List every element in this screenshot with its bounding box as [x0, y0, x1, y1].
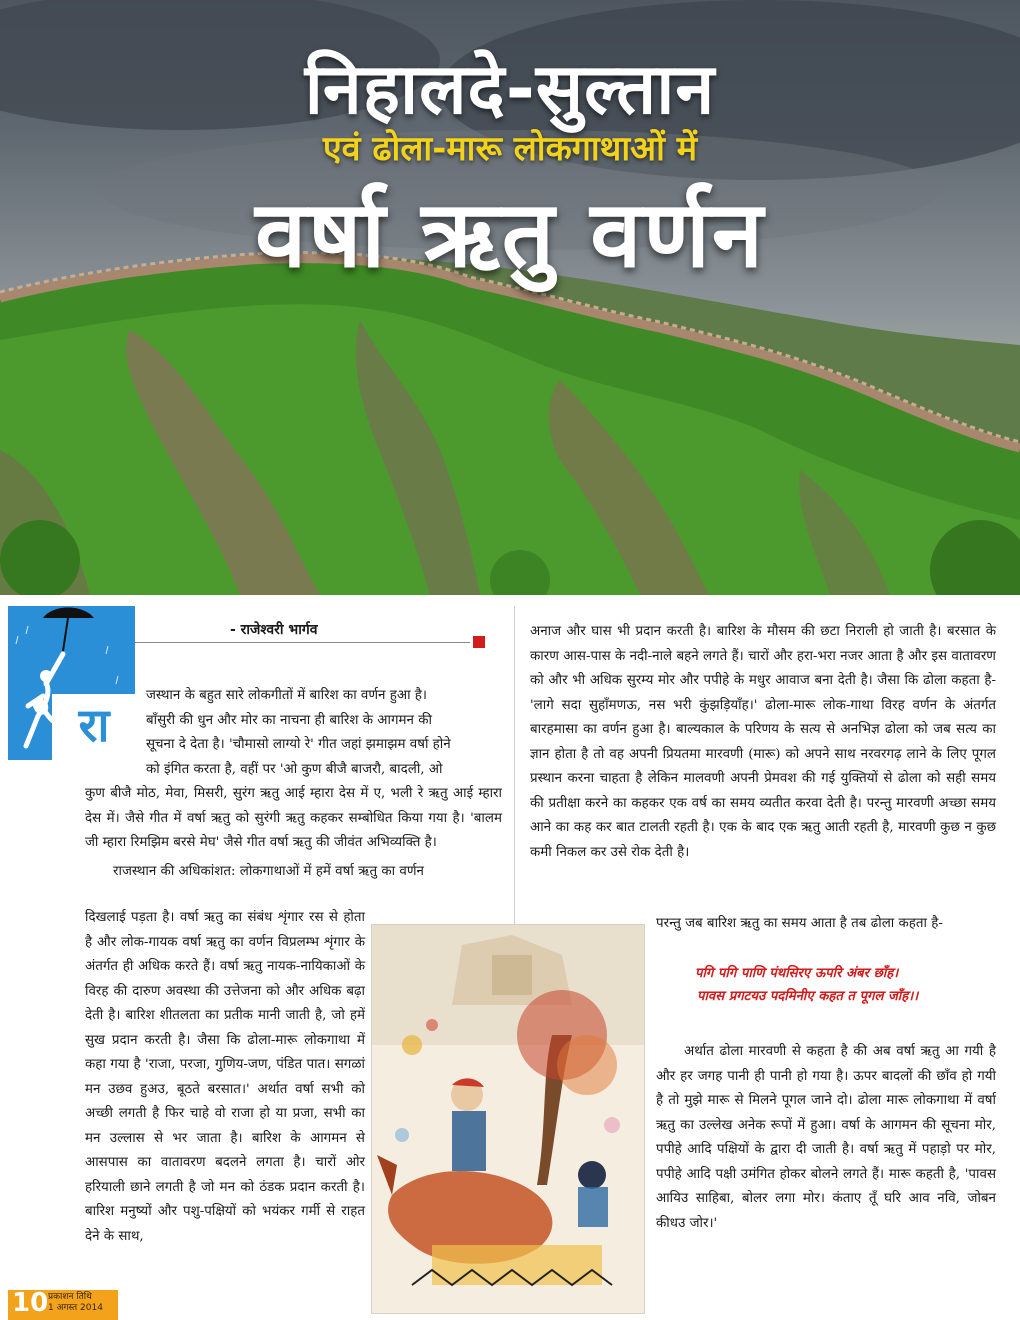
verse-line: पावस प्रगटयउ पदमिनीए कहत त पूगल जाँह।।	[697, 989, 919, 1004]
red-square-marker	[473, 636, 485, 648]
right-col-paragraph-1	[530, 620, 996, 865]
left-col-paragraph-1	[85, 782, 502, 884]
right-col-paragraph-3	[656, 1040, 996, 1236]
left-col-paragraph-2	[85, 906, 365, 1249]
hero-photo	[0, 0, 1020, 595]
drop-cap-letter: रा	[52, 694, 136, 760]
folk-painting-image	[372, 925, 644, 1313]
headline-line1: निहालदे-सुल्तान	[304, 48, 716, 130]
intro-line: को इंगित करता है, वहीं पर 'ओ कुण बीजै बाजरौ, बादली, ओ	[146, 761, 443, 777]
verse-couplet	[695, 962, 995, 1008]
right-col-paragraph-2	[656, 912, 996, 937]
paragraph: दिखलाई पड़ता है। वर्षा ऋतु का संबंध शृंगार रस से होता है और लोक-गायक वर्षा ऋतु का वर्णन विप्रलम्भ शृंगार के अंतर्गत ही अधिक करते हैं। वर्षा ऋतु नायक-नायिकाओं के विरह की दारुण अवस्था की उत्तेजना को और अधिक बढ़ा देती है। बारिश शीतलता का प्रतीक मानी जाती है, जो हमें सुख प्रदान करती है। जैसा कि ढोला-मारू लोकगाथा में कहा गया है 'राजा, परजा, गुणिय-जण, पंडित पात। सगळां मन उछव हुअउ, बूठते बरसात।' अर्थात वर्षा सभी को अच्छी लगती है फिर चाहे वो राजा हो या प्रजा, सभी का मन उल्लास से भर जाता है। बारिश के आगमन से आसपास का वातावरण बदलने लगता है। चारों ओर हरियाली छाने लगती है जो मन को ठंडक प्रदान करती है। बारिश मनुष्यों और पशु-पक्षियों को भयंकर गर्मी से राहत देने के साथ,	[85, 910, 365, 1244]
intro-line: बाँसुरी की धुन और मोर का नाचना ही बारिश के आगमन की	[146, 712, 432, 728]
headline-line2: एवं ढोला-मारू लोकगाथाओं में	[322, 129, 698, 169]
author-byline: - राजेश्वरी भार्गव	[230, 622, 318, 638]
publication-info	[48, 1292, 103, 1314]
paragraph: कुण बीजै मोठ, मेवा, मिसरी, सुरंग ऋतु आई म्हारा देस में ए, भली रे ऋतु आई म्हारा देस में। जैसे गीत में वर्षा ऋतु को सुरंगी ऋतु कहकर सम्बोधित किया गया है। 'बालम जी म्हारा रिमझिम बरसे मेघ' जैसे गीत वर्षा ऋतु की जीवंत अभिव्यक्ति है।	[85, 786, 502, 850]
paragraph: परन्तु जब बारिश ऋतु का समय आता है तब ढोला कहता है-	[656, 916, 943, 931]
intro-line: जस्थान के बहुत सारे लोकगीतों में बारिश का वर्णन हुआ है।	[146, 688, 427, 703]
publication-date: 1 अगस्त 2014	[48, 1303, 103, 1313]
paragraph: राजस्थान की अधिकांशत: लोकगाथाओं में हमें वर्षा ऋतु का वर्णन	[113, 863, 424, 879]
verse-line: पगि पगि पाणि पंथसिरए ऊपरि अंबर छाँह।	[695, 966, 899, 981]
byline-rule	[135, 642, 470, 643]
publication-label: प्रकाशन तिथि	[48, 1292, 92, 1302]
intro-line: सूचना दे देता है। 'चौमासो लाग्यो रे' गीत जहां झमाझम वर्षा होने	[146, 737, 451, 752]
paragraph: अर्थात ढोला मारवणी से कहता है की अब वर्षा ऋतु आ गयी है और हर जगह पानी ही पानी हो गया है। ऊपर बादलों की छाँव हो गयी है तो मुझे मारू से मिलने पूगल जाने दो। ढोला मारू लोकगाथा में वर्षा ऋतु का उल्लेख अनेक रूपों में हुआ। वर्षा के आगमन की सूचना मोर, पपीहे आदि पक्षियों के द्वारा दी जाती है। वर्षा ऋतु में पहाड़ो पर मोर, पपीहे आदि पक्षी उमंगित होकर बोलने लगते हैं। मारू कहती है, 'पावस आयिउ साहिबा, बोलर लगा मोर। कंताए तूँ घरि आव नवि, जोबन कीधउ जोर।'	[656, 1044, 996, 1231]
page-number: 10	[12, 1288, 49, 1318]
dhola-maru-painting-illustration	[372, 925, 644, 1313]
paragraph: अनाज और घास भी प्रदान करती है। बारिश के मौसम की छटा निराली हो जाती है। बरसात के कारण आस-पास के नदी-नाले बहने लगते हैं। चारों और हरा-भरा नजर आता है और इस वातावरण को और भी अधिक सुरम्य मोर और पपीहे के मधुर आवाज बना देती है। जैसा कि ढोला कहता है- 'लागे सदा सुहाँमणऊ, नस भरी कुंझड़ियाँह।' ढोला-मारू लोक-गाथा विरह वर्णन के अंतर्गत बारहमासा का वर्णन हुआ है। बाल्यकाल के परिणय के सत्य से अनभिज्ञ ढोला को जब सत्य का ज्ञान होता है तो वह अपनी प्रियतमा मारवणी (मारू) को अपने साथ नरवरगढ़ लाने के लिए पूगल प्रस्थान करना चाहता है लेकिन मालवणी अपनी प्रेमवश की गई युक्तियों से ढोला को सही समय की प्रतीक्षा करने का कहकर एक वर्ष का समय व्यतीत करवा देती है। परन्तु मारवणी अच्छा समय आने का कह कर बात टालती रहती है। एक के बाद एक ऋतु आती रहती है, मारवणी कुछ न कुछ कमी निकल कर उसे रोक देती है।	[530, 624, 996, 860]
left-col-intro-lines	[146, 684, 502, 782]
headline-line3: वर्षा ऋतु वर्णन	[255, 181, 765, 288]
